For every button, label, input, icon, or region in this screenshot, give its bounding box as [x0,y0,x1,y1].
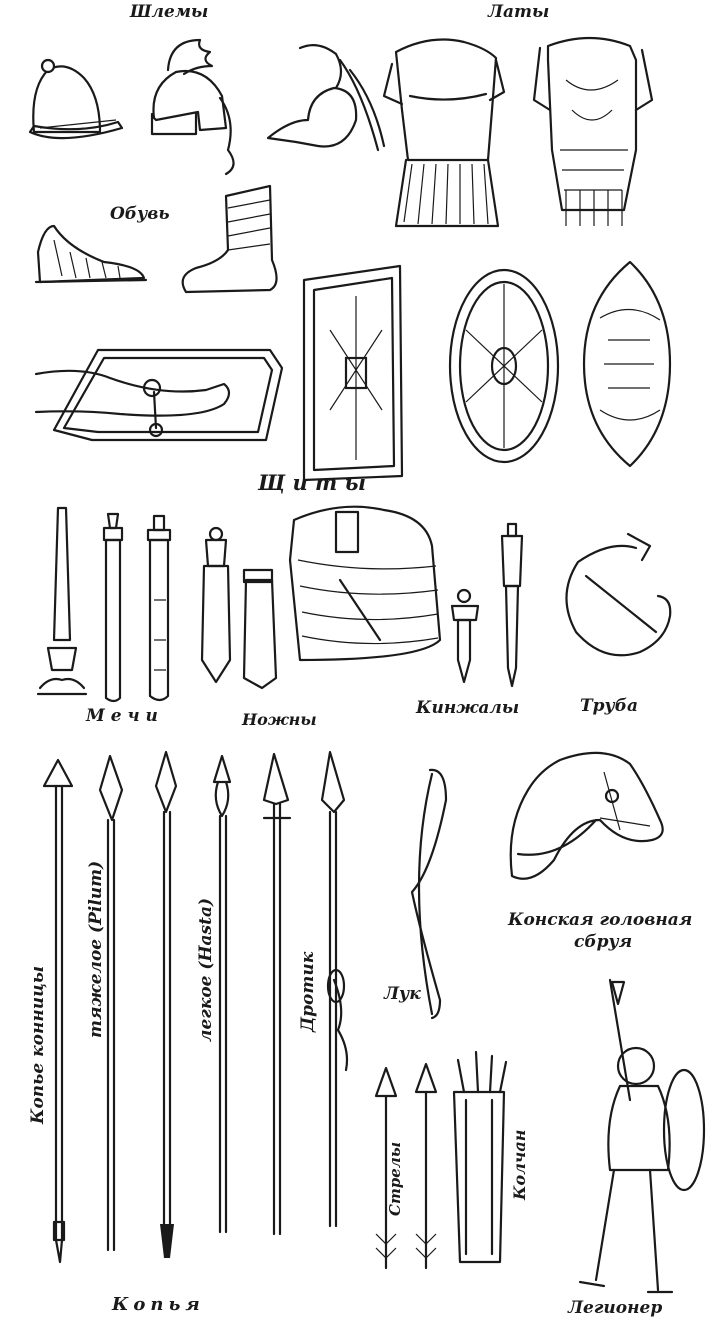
label-cavalry-spear: Копье конницы [28,965,48,1124]
dagger-drawing-1 [452,590,478,682]
label-spears: Копья [112,1294,205,1315]
label-scabbards: Ножны [242,710,317,729]
sword-gladius-drawing [202,528,230,682]
shield-rectangular-scutum-drawing [304,266,402,480]
bow-drawing [412,770,446,1018]
trumpet-cornu-drawing [566,534,670,655]
horse-head-harness-drawing [511,753,663,879]
legionary-drawing [580,980,704,1292]
scabbard-drawing [244,570,276,688]
helmet-plumed-drawing [268,45,384,150]
shield-oval-drawing [450,270,558,462]
spear-light-hasta-drawing [156,752,176,1258]
boot-drawing [183,186,277,292]
sword-long-drawing [38,508,86,694]
label-daggers: Кинжалы [416,698,520,718]
armor-decorated-cuirass-drawing [534,38,652,226]
label-quiver: Колчан [510,1129,529,1200]
shield-curved-drawing [584,262,670,466]
label-light-spear: легкое (Hasta) [196,897,216,1042]
helmet-rounded-drawing [30,60,122,138]
label-footwear: Обувь [110,204,170,224]
label-bow: Лук [384,984,421,1004]
label-trumpet: Труба [580,696,638,716]
javelin-drawing [322,752,347,1226]
spear-cavalry-drawing [44,760,72,1262]
label-armor: Латы [488,2,550,22]
label-swords: М е ч и [86,706,158,726]
hand-holding-shield-drawing [36,350,282,440]
spear-drawing-5 [264,754,290,1234]
label-helmets: Шлемы [130,2,209,22]
sword-drawing-3 [148,516,170,700]
label-heavy-spear: тяжелое (Pilum) [86,860,106,1038]
label-legionary: Легионер [568,1298,663,1318]
sword-drawing-2 [104,514,122,701]
label-horse-harness-line2: сбруя [574,932,633,952]
quiver-drawing [454,1052,506,1262]
dagger-drawing-2 [502,524,522,686]
armor-muscle-cuirass-drawing [384,40,504,226]
segmented-armor-lorica-drawing [290,507,440,660]
sandal-drawing [36,226,146,282]
label-horse-harness-line1: Конская головная [508,910,693,930]
label-javelin: Дротик [298,951,318,1032]
label-shields: Щ и т ы [258,470,366,495]
spear-drawing-4 [214,756,230,1232]
arrow-drawing-2 [416,1064,436,1268]
label-arrows: Стрелы [386,1141,404,1216]
helmet-crested-drawing [152,40,234,174]
